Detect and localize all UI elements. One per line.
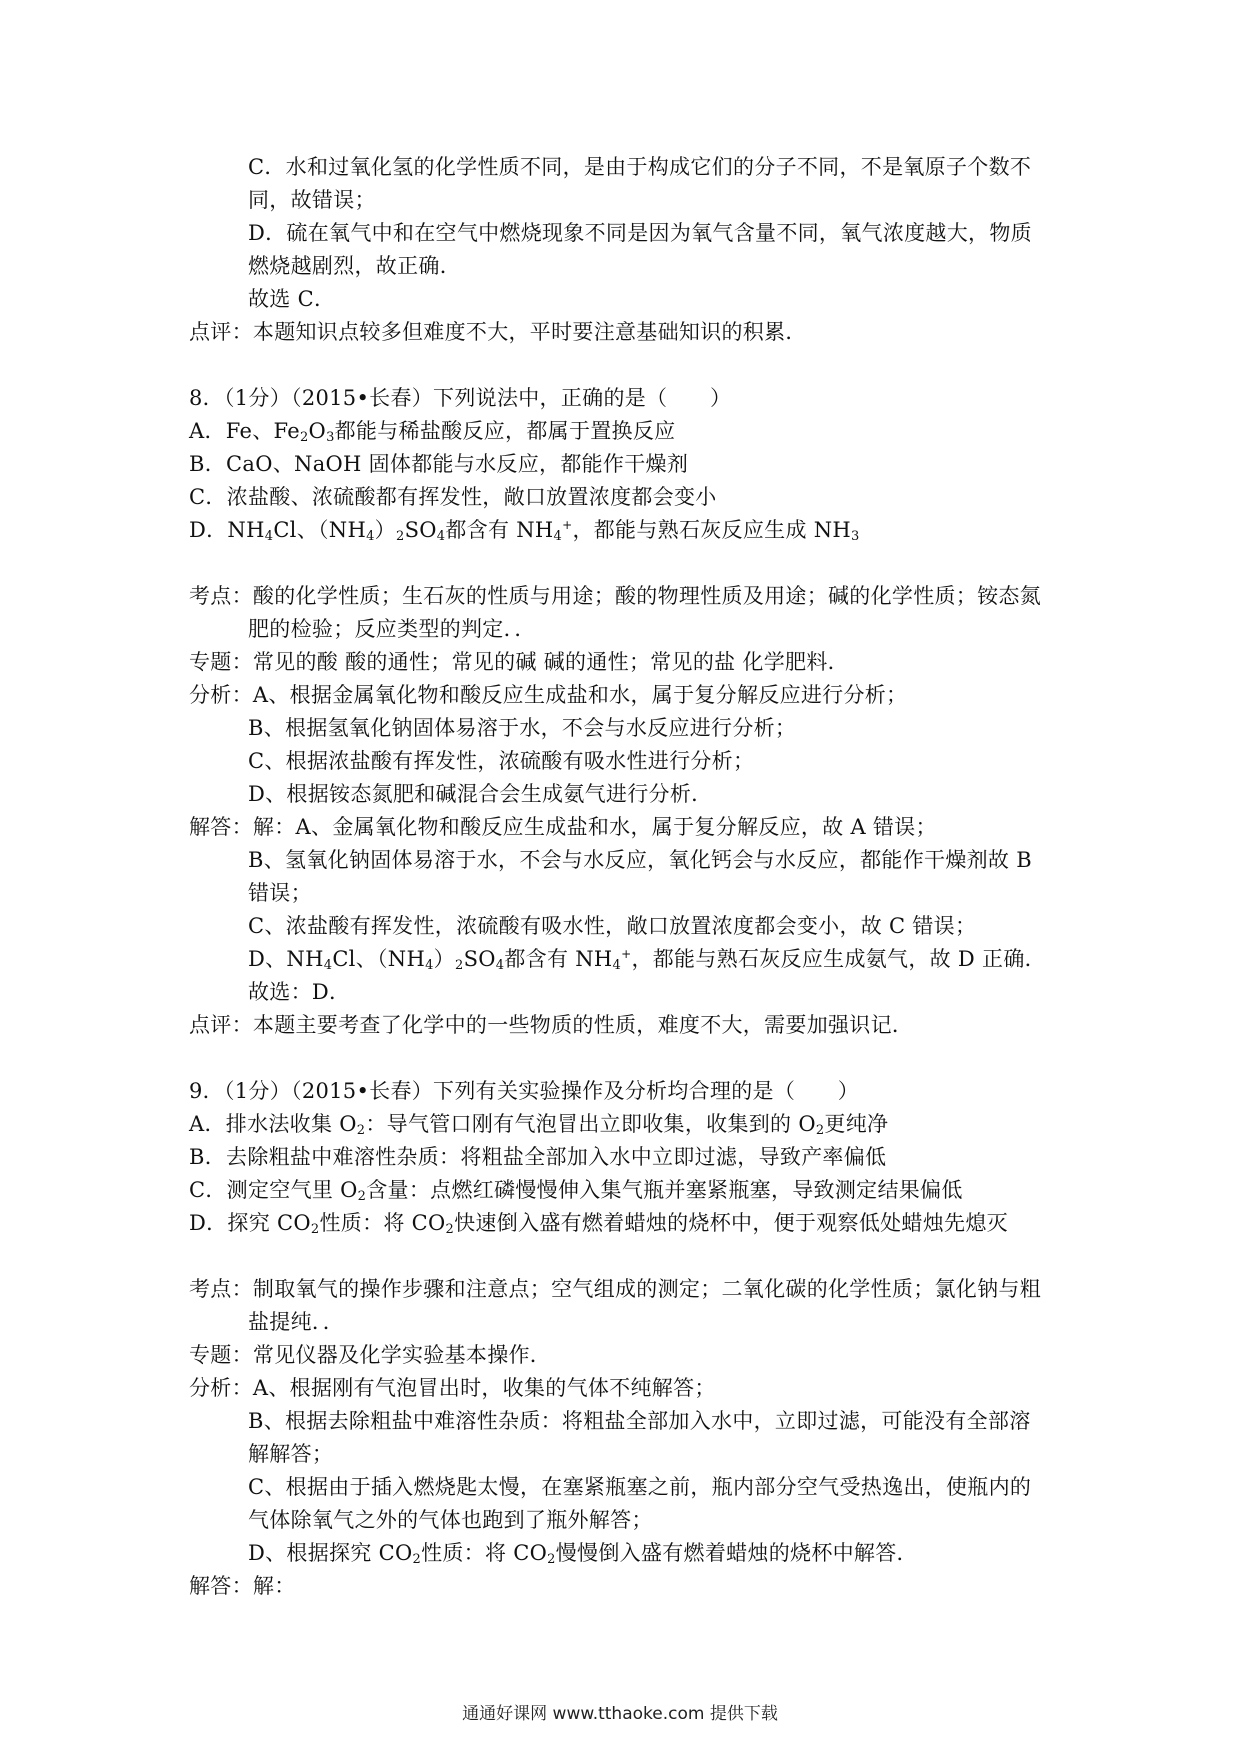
q8-comment: 点评：本题主要考查了化学中的一些物质的性质，难度不大，需要加强识记．: [189, 1013, 914, 1037]
q9-fenxi-d: D、根据探究 $CO_2$性质：将 $CO_2$慢慢倒入盛有燃着蜡烛的烧杯中解答．: [248, 1541, 918, 1567]
q9-fenxi-c-cont: 气体除氧气之外的气体也跑到了瓶外解答；: [248, 1508, 653, 1532]
q8-jieda-a: 解答：解：A、金属氧化物和酸反应生成盐和水，属于复分解反应，故 A 错误；: [189, 815, 937, 839]
prev-option-c-explanation-cont: 同，故错误；: [248, 188, 376, 212]
q8-fenxi-d: D、根据铵态氮肥和碱混合会生成氨气进行分析．: [248, 782, 713, 806]
q9-jieda: 解答：解：: [189, 1574, 296, 1598]
page-footer: 通通好课网 www.tthaoke.com 提供下载: [462, 1704, 778, 1724]
prev-comment: 点评：本题知识点较多但难度不大，平时要注意基础知识的积累．: [189, 320, 807, 344]
q8-stem: 8．（1分）（2015•长春）下列说法中，正确的是（ ）: [189, 386, 732, 410]
q9-option-b: B．去除粗盐中难溶性杂质：将粗盐全部加入水中立即过滤，导致产率偏低: [189, 1145, 887, 1169]
q8-jieda-d: D、$NH_4Cl$、$(NH_4)_2SO_4$都含有 $NH_4^+$，都能与熟石灰反应生成氨气，故 D 正确．: [248, 947, 1046, 973]
q9-fenxi-b: B、根据去除粗盐中难溶性杂质：将粗盐全部加入水中，立即过滤，可能没有全部溶: [248, 1409, 1031, 1433]
q9-zhuanti: 专题：常见仪器及化学实验基本操作．: [189, 1343, 552, 1367]
q8-answer-choice: 故选：D．: [248, 980, 351, 1004]
prev-option-c-explanation: C．水和过氧化氢的化学性质不同，是由于构成它们的分子不同，不是氧原子个数不: [248, 155, 1032, 179]
q9-fenxi-c: C、根据由于插入燃烧匙太慢，在塞紧瓶塞之前，瓶内部分空气受热逸出，使瓶内的: [248, 1475, 1032, 1499]
q8-jieda-b-cont: 错误；: [248, 881, 312, 905]
prev-answer-choice: 故选 C．: [248, 287, 336, 311]
q9-kaodian-cont: 盐提纯．．: [248, 1310, 344, 1334]
prev-option-d-explanation-cont: 燃烧越剧烈，故正确．: [248, 254, 461, 278]
prev-option-d-explanation: D．硫在氧气中和在空气中燃烧现象不同是因为氧气含量不同，氧气浓度越大，物质: [248, 221, 1032, 245]
q9-fenxi-b-cont: 解解答；: [248, 1442, 334, 1466]
q9-kaodian: 考点：制取氧气的操作步骤和注意点；空气组成的测定；二氧化碳的化学性质；氯化钠与粗: [189, 1277, 1041, 1301]
q8-option-c: C．浓盐酸、浓硫酸都有挥发性，敞口放置浓度都会变小: [189, 485, 717, 509]
q9-option-d: D．探究 $CO_2$性质：将 $CO_2$快速倒入盛有燃着蜡烛的烧杯中，便于观察低处蜡烛先熄灭: [189, 1211, 1008, 1237]
q8-kaodian: 考点：酸的化学性质；生石灰的性质与用途；酸的物理性质及用途；碱的化学性质；铵态氮: [189, 584, 1041, 608]
q9-fenxi-a: 分析：A、根据刚有气泡冒出时，收集的气体不纯解答；: [189, 1376, 716, 1400]
q9-option-a: A．排水法收集 $O_2$：导气管口刚有气泡冒出立即收集，收集到的 $O_2$更纯净: [189, 1112, 889, 1138]
q8-fenxi-b: B、根据氢氧化钠固体易溶于水，不会与水反应进行分析；: [248, 716, 797, 740]
q8-fenxi-c: C、根据浓盐酸有挥发性，浓硫酸有吸水性进行分析；: [248, 749, 755, 773]
q8-kaodian-cont: 肥的检验；反应类型的判定．．: [248, 617, 536, 641]
q8-option-a: A．Fe、$Fe_2O_3$都能与稀盐酸反应，都属于置换反应: [189, 419, 676, 445]
q8-fenxi-a: 分析：A、根据金属氧化物和酸反应生成盐和水，属于复分解反应进行分析；: [189, 683, 908, 707]
q8-option-b: B．CaO、NaOH 固体都能与水反应，都能作干燥剂: [189, 452, 689, 476]
q8-option-d: D．$NH_4Cl$、$(NH_4)_2SO_4$都含有 $NH_4^+$，都能与熟石灰反应生成 $NH_3$: [189, 518, 860, 544]
q8-zhuanti: 专题：常见的酸 酸的通性；常见的碱 碱的通性；常见的盐 化学肥料．: [189, 650, 849, 674]
q8-jieda-b: B、氢氧化钠固体易溶于水，不会与水反应，氧化钙会与水反应，都能作干燥剂故 B: [248, 848, 1032, 872]
q9-option-c: C．测定空气里 $O_2$含量：点燃红磷慢慢伸入集气瓶并塞紧瓶塞，导致测定结果偏低: [189, 1178, 963, 1204]
q8-jieda-c: C、浓盐酸有挥发性，浓硫酸有吸水性，敞口放置浓度都会变小，故 C 错误；: [248, 914, 977, 938]
q9-stem: 9．（1分）（2015•长春）下列有关实验操作及分析均合理的是（ ）: [189, 1079, 860, 1103]
